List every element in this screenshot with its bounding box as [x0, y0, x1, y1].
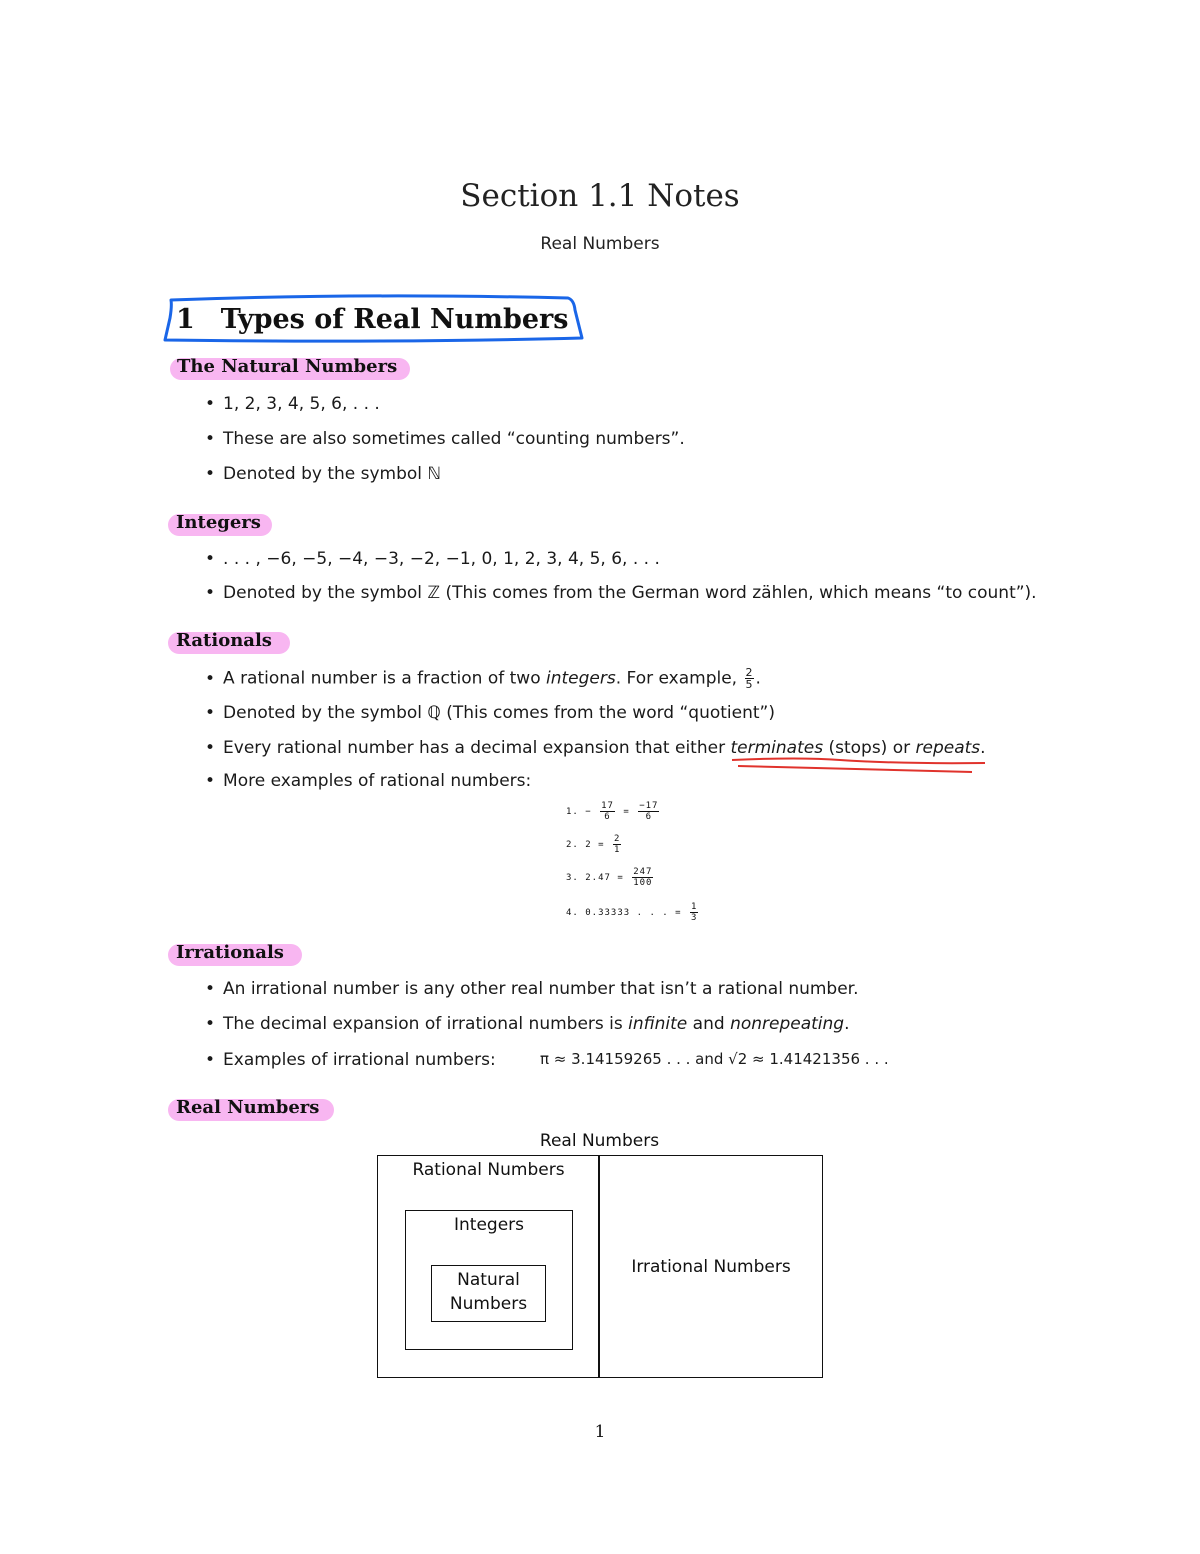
- example-4: 4. 0.33333 . . . = $\frac{1}{3}$: [566, 902, 698, 923]
- example-2: 2. 2 = $\frac{2}{1}$: [566, 834, 621, 855]
- list-item: • These are also sometimes called “counting numbers”.: [205, 429, 685, 449]
- example-3: 3. 2.47 = $\frac{247}{100}$: [566, 867, 653, 888]
- diagram-title: Real Numbers: [539, 1131, 660, 1151]
- integers-label: Integers: [453, 1215, 524, 1235]
- list-item: • Denoted by the symbol ℤ (This comes from the German word zählen, which means “to count”).: [205, 583, 1037, 603]
- fraction: $\frac{2}{5}$: [745, 666, 753, 691]
- natural-label-line2: Numbers: [449, 1294, 528, 1314]
- subheading-natural: The Natural Numbers: [177, 356, 398, 377]
- subheading-irrationals: Irrationals: [176, 942, 284, 963]
- list-item: • The decimal expansion of irrational numbers is infinite and nonrepeating.: [205, 1014, 850, 1034]
- irrational-examples-math: π ≈ 3.14159265 . . . and √2 ≈ 1.41421356 . . .: [540, 1050, 889, 1068]
- list-item: • Denoted by the symbol ℚ (This comes from the word “quotient”): [205, 703, 775, 723]
- list-item: • Every rational number has a decimal expansion that either terminates (stops) or repeats.: [205, 738, 986, 758]
- natural-label-line1: Natural: [457, 1270, 520, 1290]
- section-number: 1: [176, 304, 195, 335]
- page-number: 1: [594, 1422, 606, 1442]
- section-heading: [176, 304, 568, 335]
- list-item: • More examples of rational numbers:: [205, 771, 532, 791]
- subheading-integers: Integers: [176, 512, 261, 533]
- subheading-rationals: Rationals: [176, 630, 272, 651]
- rational-label: Rational Numbers: [412, 1160, 565, 1180]
- list-item: • 1, 2, 3, 4, 5, 6, . . .: [205, 394, 380, 414]
- page-subtitle: Real Numbers: [540, 234, 660, 254]
- irrational-label: Irrational Numbers: [631, 1257, 791, 1277]
- list-item: • A rational number is a fraction of two integers. For example, $\frac{2}{5}$ .: [205, 666, 761, 691]
- list-item: • Denoted by the symbol ℕ: [205, 464, 442, 484]
- section-heading-text: Types of Real Numbers: [220, 304, 569, 335]
- example-1: 1. − $\frac{17}{6}$ = $\frac{-17}{6}$: [566, 801, 659, 822]
- list-item: • An irrational number is any other real number that isn’t a rational number.: [205, 979, 859, 999]
- subheading-real: Real Numbers: [176, 1097, 320, 1118]
- list-item: • Examples of irrational numbers:: [205, 1050, 496, 1070]
- page-title: Section 1.1 Notes: [460, 178, 740, 214]
- list-item: • . . . , −6, −5, −4, −3, −2, −1, 0, 1, 2, 3, 4, 5, 6, . . .: [205, 549, 660, 569]
